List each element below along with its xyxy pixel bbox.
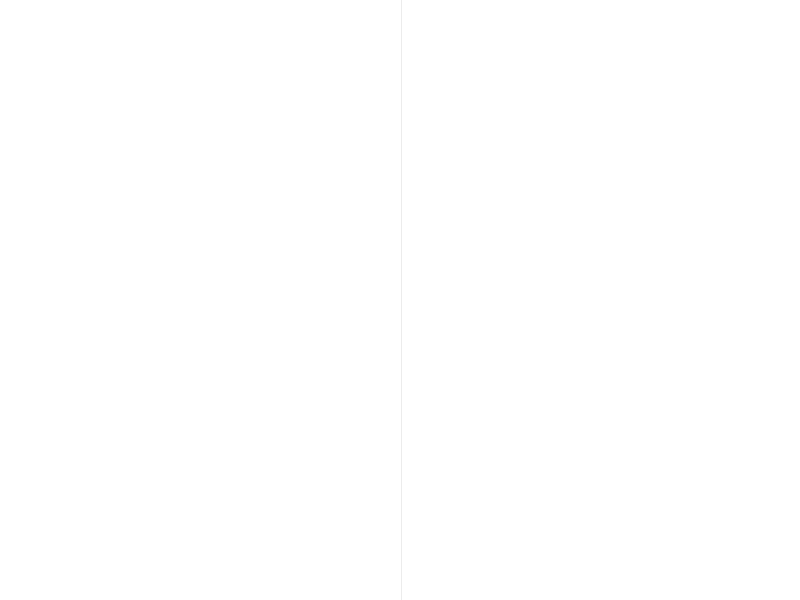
right-menu-column bbox=[408, 0, 800, 600]
column-divider bbox=[401, 0, 402, 600]
